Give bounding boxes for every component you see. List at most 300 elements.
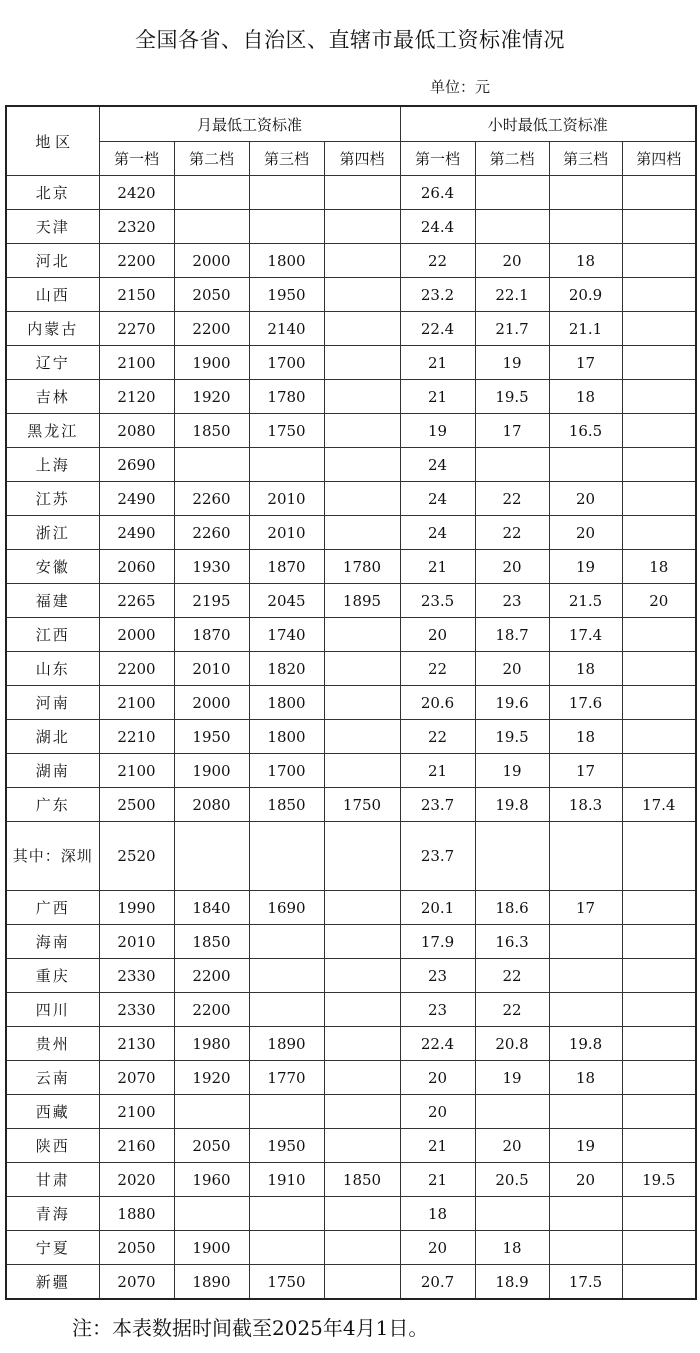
monthly-cell: 2270 [99, 312, 174, 346]
monthly-cell: 2200 [174, 993, 249, 1027]
table-row [6, 1163, 696, 1197]
table-row [6, 550, 696, 584]
monthly-cell: 2010 [249, 516, 324, 550]
hourly-cell [549, 1197, 622, 1231]
monthly-cell: 1870 [249, 550, 324, 584]
hourly-cell [622, 891, 696, 925]
hourly-cell [622, 652, 696, 686]
hourly-cell [622, 1095, 696, 1129]
hourly-cell: 19.8 [475, 788, 549, 822]
hourly-cell [475, 1095, 549, 1129]
monthly-cell: 2100 [99, 1095, 174, 1129]
monthly-cell [249, 448, 324, 482]
hourly-cell [475, 176, 549, 210]
hourly-cell: 22.4 [400, 1027, 475, 1061]
region-cell: 陕西 [6, 1129, 99, 1163]
monthly-cell: 1740 [249, 618, 324, 652]
monthly-cell: 1890 [249, 1027, 324, 1061]
monthly-cell [324, 210, 400, 244]
hourly-cell: 17.9 [400, 925, 475, 959]
table-row [6, 1129, 696, 1163]
hourly-cell [622, 516, 696, 550]
monthly-cell: 2690 [99, 448, 174, 482]
hourly-cell: 18 [549, 380, 622, 414]
monthly-cell: 2265 [99, 584, 174, 618]
monthly-cell [324, 618, 400, 652]
table-row [6, 312, 696, 346]
table-row [6, 618, 696, 652]
monthly-cell: 2150 [99, 278, 174, 312]
monthly-cell: 1895 [324, 584, 400, 618]
table-row [6, 788, 696, 822]
table-row [6, 1197, 696, 1231]
monthly-cell: 2070 [99, 1061, 174, 1095]
monthly-cell: 2195 [174, 584, 249, 618]
monthly-cell [249, 993, 324, 1027]
monthly-tier-header: 第一档 [99, 142, 174, 176]
region-cell: 广东 [6, 788, 99, 822]
table-row [6, 1095, 696, 1129]
hourly-cell [475, 1197, 549, 1231]
monthly-cell: 1850 [174, 925, 249, 959]
hourly-cell: 20 [622, 584, 696, 618]
monthly-cell [249, 1095, 324, 1129]
monthly-cell: 1850 [249, 788, 324, 822]
hourly-cell: 20 [475, 550, 549, 584]
hourly-cell: 17 [549, 346, 622, 380]
hourly-cell [622, 1061, 696, 1095]
monthly-cell: 1690 [249, 891, 324, 925]
hourly-cell: 20.8 [475, 1027, 549, 1061]
region-cell: 宁夏 [6, 1231, 99, 1265]
hourly-cell: 22 [400, 720, 475, 754]
hourly-cell: 21 [400, 1163, 475, 1197]
hourly-cell: 19 [475, 1061, 549, 1095]
monthly-cell [174, 1095, 249, 1129]
monthly-cell [249, 210, 324, 244]
monthly-cell [324, 652, 400, 686]
hourly-cell: 22 [400, 652, 475, 686]
monthly-cell: 2050 [99, 1231, 174, 1265]
hourly-cell: 20 [549, 516, 622, 550]
region-cell: 福建 [6, 584, 99, 618]
monthly-cell: 2000 [99, 618, 174, 652]
monthly-cell: 1750 [249, 1265, 324, 1300]
region-cell: 其中：深圳 [6, 822, 99, 891]
table-row [6, 414, 696, 448]
monthly-cell [324, 1027, 400, 1061]
region-cell: 贵州 [6, 1027, 99, 1061]
monthly-cell: 1800 [249, 720, 324, 754]
monthly-cell: 1930 [174, 550, 249, 584]
monthly-cell: 1900 [174, 754, 249, 788]
table-row [6, 822, 696, 891]
monthly-cell: 1890 [174, 1265, 249, 1300]
monthly-cell: 2420 [99, 176, 174, 210]
hourly-cell [622, 925, 696, 959]
monthly-cell: 1770 [249, 1061, 324, 1095]
region-cell: 天津 [6, 210, 99, 244]
region-cell: 上海 [6, 448, 99, 482]
hourly-cell: 20 [400, 1231, 475, 1265]
monthly-cell: 1850 [324, 1163, 400, 1197]
hourly-cell [622, 822, 696, 891]
monthly-cell: 2060 [99, 550, 174, 584]
region-cell: 吉林 [6, 380, 99, 414]
region-cell: 山西 [6, 278, 99, 312]
hourly-cell [622, 210, 696, 244]
hourly-cell [549, 176, 622, 210]
monthly-cell: 1980 [174, 1027, 249, 1061]
hourly-cell: 22 [400, 244, 475, 278]
hourly-cell: 18 [549, 652, 622, 686]
monthly-cell: 1780 [324, 550, 400, 584]
monthly-cell: 2330 [99, 959, 174, 993]
monthly-cell: 1780 [249, 380, 324, 414]
hourly-cell: 19 [400, 414, 475, 448]
hourly-cell: 16.5 [549, 414, 622, 448]
table-row [6, 448, 696, 482]
table-body [6, 176, 696, 1300]
monthly-cell: 2260 [174, 516, 249, 550]
hourly-cell: 17.4 [622, 788, 696, 822]
monthly-cell: 2160 [99, 1129, 174, 1163]
hourly-cell: 16.3 [475, 925, 549, 959]
region-header: 地 区 [6, 106, 99, 176]
hourly-cell: 21 [400, 1129, 475, 1163]
hourly-tier-header: 第三档 [549, 142, 622, 176]
hourly-cell: 19.5 [475, 380, 549, 414]
hourly-cell: 19.5 [475, 720, 549, 754]
region-cell: 甘肃 [6, 1163, 99, 1197]
monthly-cell: 1880 [99, 1197, 174, 1231]
monthly-cell [324, 1095, 400, 1129]
hourly-cell: 20 [475, 1129, 549, 1163]
monthly-cell: 2500 [99, 788, 174, 822]
table-row [6, 1265, 696, 1300]
monthly-cell [324, 380, 400, 414]
monthly-cell: 1840 [174, 891, 249, 925]
region-cell: 重庆 [6, 959, 99, 993]
monthly-cell: 2520 [99, 822, 174, 891]
monthly-cell: 2050 [174, 1129, 249, 1163]
hourly-cell: 20.5 [475, 1163, 549, 1197]
monthly-cell [324, 1061, 400, 1095]
hourly-cell [549, 1095, 622, 1129]
hourly-cell: 18 [475, 1231, 549, 1265]
table-row [6, 244, 696, 278]
monthly-cell: 2000 [174, 686, 249, 720]
monthly-tier-header: 第二档 [174, 142, 249, 176]
hourly-cell: 19 [549, 1129, 622, 1163]
hourly-cell [549, 925, 622, 959]
hourly-cell: 19.5 [622, 1163, 696, 1197]
region-cell: 四川 [6, 993, 99, 1027]
monthly-cell [324, 925, 400, 959]
monthly-cell: 2010 [99, 925, 174, 959]
monthly-cell [324, 686, 400, 720]
hourly-cell: 22.4 [400, 312, 475, 346]
monthly-cell [324, 993, 400, 1027]
monthly-cell [324, 1265, 400, 1300]
region-cell: 西藏 [6, 1095, 99, 1129]
region-cell: 辽宁 [6, 346, 99, 380]
hourly-cell: 23 [475, 584, 549, 618]
hourly-cell [475, 822, 549, 891]
monthly-cell: 2120 [99, 380, 174, 414]
hourly-cell: 23.7 [400, 788, 475, 822]
hourly-cell: 17 [549, 754, 622, 788]
monthly-header: 月最低工资标准 [99, 106, 400, 142]
monthly-cell [249, 1231, 324, 1265]
hourly-cell: 18.7 [475, 618, 549, 652]
hourly-cell [622, 448, 696, 482]
monthly-cell: 2000 [174, 244, 249, 278]
hourly-cell [622, 959, 696, 993]
monthly-cell: 2100 [99, 346, 174, 380]
hourly-cell [622, 278, 696, 312]
hourly-cell: 19 [549, 550, 622, 584]
monthly-cell [324, 754, 400, 788]
monthly-cell [324, 176, 400, 210]
hourly-cell: 17.6 [549, 686, 622, 720]
table-row [6, 346, 696, 380]
hourly-cell: 22 [475, 959, 549, 993]
monthly-cell: 1850 [174, 414, 249, 448]
monthly-cell [324, 482, 400, 516]
hourly-cell: 24 [400, 482, 475, 516]
hourly-cell: 23.7 [400, 822, 475, 891]
monthly-cell: 2130 [99, 1027, 174, 1061]
monthly-cell [249, 176, 324, 210]
region-cell: 安徽 [6, 550, 99, 584]
table-row [6, 959, 696, 993]
monthly-cell: 2050 [174, 278, 249, 312]
monthly-cell: 2490 [99, 482, 174, 516]
monthly-cell: 1750 [324, 788, 400, 822]
hourly-cell [549, 210, 622, 244]
region-cell: 云南 [6, 1061, 99, 1095]
region-cell: 浙江 [6, 516, 99, 550]
hourly-cell: 19 [475, 346, 549, 380]
monthly-cell: 1800 [249, 686, 324, 720]
monthly-cell [174, 448, 249, 482]
hourly-cell: 17.4 [549, 618, 622, 652]
hourly-cell [622, 618, 696, 652]
monthly-cell: 1950 [174, 720, 249, 754]
table-row [6, 176, 696, 210]
hourly-cell: 18.3 [549, 788, 622, 822]
hourly-cell: 22 [475, 516, 549, 550]
region-cell: 山东 [6, 652, 99, 686]
min-wage-table [5, 105, 697, 1300]
monthly-cell [324, 822, 400, 891]
monthly-cell: 2200 [174, 959, 249, 993]
monthly-cell [324, 278, 400, 312]
monthly-cell [174, 210, 249, 244]
hourly-cell: 22 [475, 482, 549, 516]
monthly-tier-header: 第三档 [249, 142, 324, 176]
hourly-cell: 20 [475, 244, 549, 278]
monthly-cell [324, 346, 400, 380]
monthly-cell: 1820 [249, 652, 324, 686]
monthly-cell [249, 822, 324, 891]
monthly-cell [174, 176, 249, 210]
footnote: 注：本表数据时间截至2025年4月1日。 [72, 1316, 429, 1340]
hourly-cell: 18 [400, 1197, 475, 1231]
hourly-cell: 24.4 [400, 210, 475, 244]
region-cell: 新疆 [6, 1265, 99, 1300]
monthly-cell [324, 720, 400, 754]
hourly-cell [549, 1231, 622, 1265]
hourly-cell: 23 [400, 959, 475, 993]
monthly-cell: 1900 [174, 346, 249, 380]
hourly-cell: 18 [549, 244, 622, 278]
hourly-cell: 17.5 [549, 1265, 622, 1300]
hourly-header: 小时最低工资标准 [400, 106, 696, 142]
hourly-cell [622, 993, 696, 1027]
monthly-cell: 2100 [99, 754, 174, 788]
monthly-cell: 2490 [99, 516, 174, 550]
unit-label: 单位：元 [430, 78, 491, 96]
monthly-cell: 2080 [99, 414, 174, 448]
hourly-cell: 22.1 [475, 278, 549, 312]
hourly-cell [622, 1197, 696, 1231]
region-cell: 湖南 [6, 754, 99, 788]
hourly-cell [622, 1027, 696, 1061]
monthly-cell: 1950 [249, 278, 324, 312]
hourly-cell [622, 1265, 696, 1300]
monthly-cell [174, 1197, 249, 1231]
hourly-cell [622, 754, 696, 788]
table-row [6, 686, 696, 720]
hourly-cell [622, 1231, 696, 1265]
table-row [6, 891, 696, 925]
hourly-cell [622, 244, 696, 278]
monthly-cell: 2070 [99, 1265, 174, 1300]
monthly-cell: 2210 [99, 720, 174, 754]
monthly-cell [249, 1197, 324, 1231]
hourly-cell: 23 [400, 993, 475, 1027]
table-row [6, 482, 696, 516]
monthly-cell: 1950 [249, 1129, 324, 1163]
hourly-cell: 20 [549, 1163, 622, 1197]
table-row [6, 1027, 696, 1061]
hourly-cell: 19.8 [549, 1027, 622, 1061]
hourly-cell: 20 [475, 652, 549, 686]
monthly-cell: 1750 [249, 414, 324, 448]
hourly-cell: 22 [475, 993, 549, 1027]
hourly-cell: 24 [400, 516, 475, 550]
hourly-cell: 19 [475, 754, 549, 788]
monthly-cell: 2010 [174, 652, 249, 686]
monthly-cell: 1920 [174, 380, 249, 414]
hourly-cell: 17 [475, 414, 549, 448]
monthly-cell: 1700 [249, 346, 324, 380]
monthly-cell: 2330 [99, 993, 174, 1027]
monthly-cell: 1960 [174, 1163, 249, 1197]
table-row [6, 584, 696, 618]
hourly-cell: 21 [400, 550, 475, 584]
hourly-cell: 21 [400, 346, 475, 380]
hourly-cell [622, 686, 696, 720]
hourly-cell [622, 482, 696, 516]
table-row [6, 754, 696, 788]
hourly-cell [475, 448, 549, 482]
monthly-cell [324, 244, 400, 278]
table-row [6, 1231, 696, 1265]
monthly-cell [174, 822, 249, 891]
monthly-cell [324, 516, 400, 550]
monthly-cell [249, 959, 324, 993]
monthly-cell: 2260 [174, 482, 249, 516]
monthly-cell [324, 959, 400, 993]
monthly-cell: 1920 [174, 1061, 249, 1095]
region-cell: 江苏 [6, 482, 99, 516]
hourly-cell: 21.7 [475, 312, 549, 346]
monthly-cell: 1900 [174, 1231, 249, 1265]
hourly-cell: 20 [400, 618, 475, 652]
monthly-cell [324, 448, 400, 482]
hourly-tier-header: 第四档 [622, 142, 696, 176]
table-row [6, 210, 696, 244]
monthly-cell: 1990 [99, 891, 174, 925]
hourly-cell: 18 [549, 1061, 622, 1095]
table-row [6, 278, 696, 312]
region-cell: 湖北 [6, 720, 99, 754]
hourly-cell [622, 312, 696, 346]
hourly-cell [622, 176, 696, 210]
monthly-cell: 2200 [99, 244, 174, 278]
table-row [6, 380, 696, 414]
hourly-cell: 20.6 [400, 686, 475, 720]
table-row [6, 925, 696, 959]
region-cell: 河南 [6, 686, 99, 720]
monthly-cell: 2200 [99, 652, 174, 686]
hourly-cell: 19.6 [475, 686, 549, 720]
region-cell: 北京 [6, 176, 99, 210]
hourly-cell: 21.5 [549, 584, 622, 618]
monthly-cell [324, 312, 400, 346]
hourly-cell: 20.7 [400, 1265, 475, 1300]
table-row [6, 720, 696, 754]
monthly-cell: 2140 [249, 312, 324, 346]
monthly-cell: 2010 [249, 482, 324, 516]
hourly-cell [622, 346, 696, 380]
hourly-cell: 20.1 [400, 891, 475, 925]
monthly-cell: 2045 [249, 584, 324, 618]
monthly-cell: 2100 [99, 686, 174, 720]
table-row [6, 652, 696, 686]
hourly-cell [549, 448, 622, 482]
monthly-cell: 1700 [249, 754, 324, 788]
hourly-cell: 18 [622, 550, 696, 584]
region-cell: 黑龙江 [6, 414, 99, 448]
hourly-cell: 24 [400, 448, 475, 482]
hourly-cell [622, 1129, 696, 1163]
monthly-cell [324, 891, 400, 925]
hourly-cell: 23.5 [400, 584, 475, 618]
monthly-cell [324, 1129, 400, 1163]
hourly-cell [475, 210, 549, 244]
monthly-cell [324, 1197, 400, 1231]
region-cell: 海南 [6, 925, 99, 959]
hourly-cell: 20 [400, 1061, 475, 1095]
monthly-cell: 2080 [174, 788, 249, 822]
monthly-cell: 1910 [249, 1163, 324, 1197]
monthly-cell: 1800 [249, 244, 324, 278]
monthly-cell [249, 925, 324, 959]
